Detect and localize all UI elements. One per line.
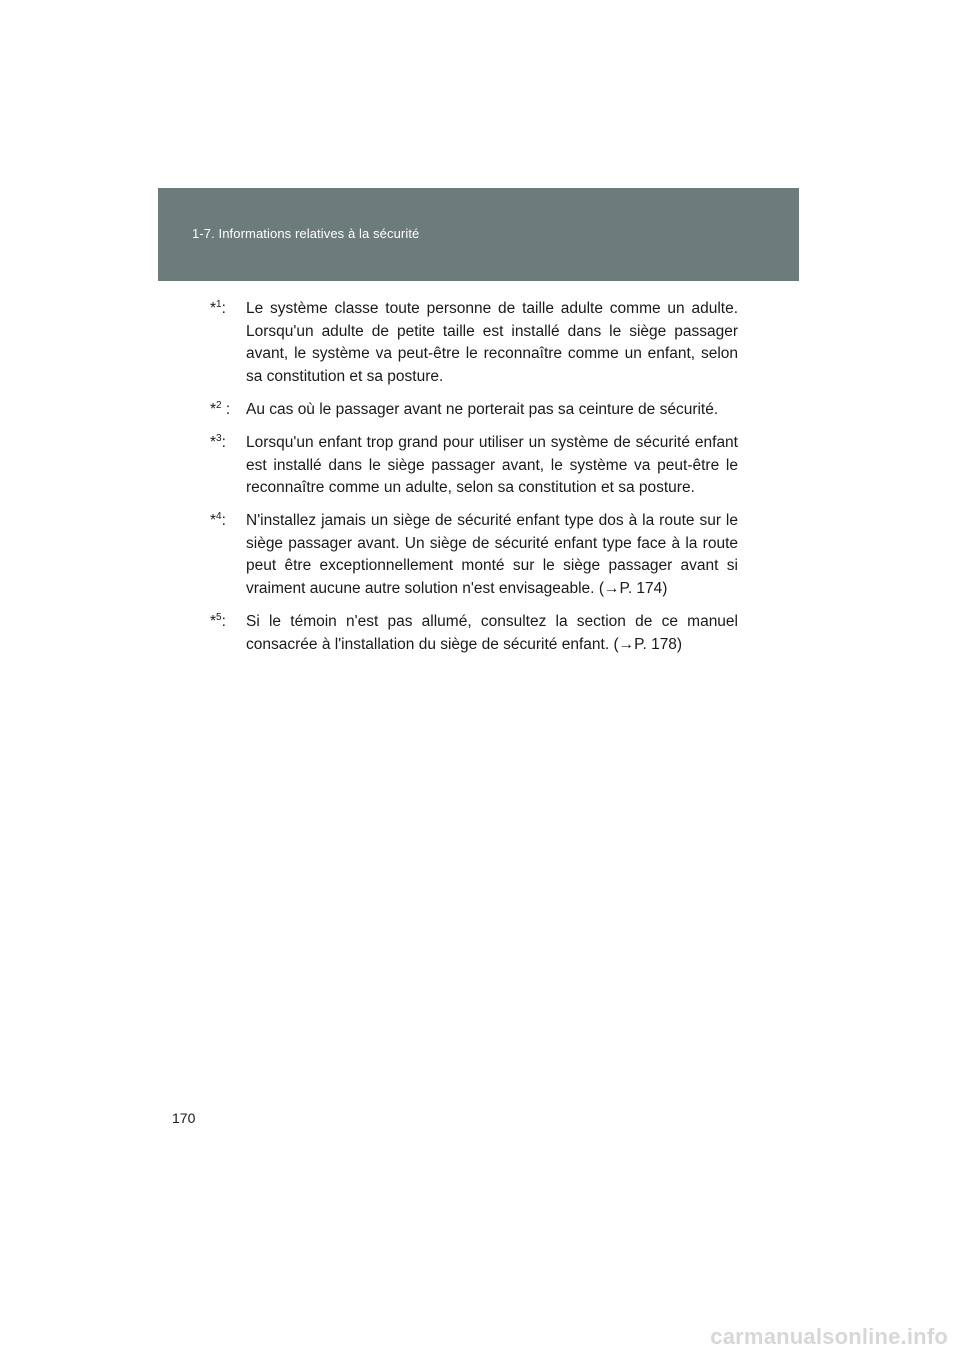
footnote-text: Si le témoin n'est pas allumé, consultez la section de ce manuel consacrée à l'installation du siège de sécurité enfant. (→P. 178) [246,613,738,653]
footnote-marker: *$^5$: [210,612,226,631]
footnote-marker: *$^2$ : [210,399,231,418]
footnote-4 [210,510,738,600]
footnote-3 [210,432,738,500]
footnote-text: N'installez jamais un siège de sécurité enfant type dos à la route sur le siège passager avant. Un siège de sécurité enfant type face à la route peut être exceptionnellement monté sur le siège passager avant si vraiment aucune autre solution n'est envisageable. (→P. 174) [246,512,738,598]
section-header-band [158,188,799,281]
page-reference-link[interactable]: (→P. 178) [613,635,683,653]
footnote-text: Au cas où le passager avant ne porterait pas sa ceinture de sécurité. [246,400,719,418]
footnote-5 [210,611,738,656]
footnote-2 [210,399,738,422]
footnote-marker: *$^4$: [210,511,226,530]
footnote-marker: *$^1$: [210,299,226,317]
watermark-logo: carmanualsonline.info [710,1324,948,1349]
section-title: 1-7. Informations relatives à la sécurité [192,226,420,241]
footnote-text: Lorsqu'un enfant trop grand pour utiliser un système de sécurité enfant est installé dans le siège passager avant, le système va peut-être le reconnaître comme un adulte, selon sa constitution et sa posture. [246,433,738,497]
footnote-1 [210,298,738,388]
page-reference-link[interactable]: (→P. 174) [598,580,668,598]
footnote-marker: *$^3$: [210,432,226,451]
page-number: 170 [172,1110,196,1126]
footnote-text: Le système classe toute personne de taille adulte comme un adulte. Lorsqu'un adulte de petite taille est installé dans le siège passager avant, le système va peut-être le reconnaître comme un enfant, selon sa constitution et sa posture. [246,300,738,385]
footnote-list [210,298,738,667]
